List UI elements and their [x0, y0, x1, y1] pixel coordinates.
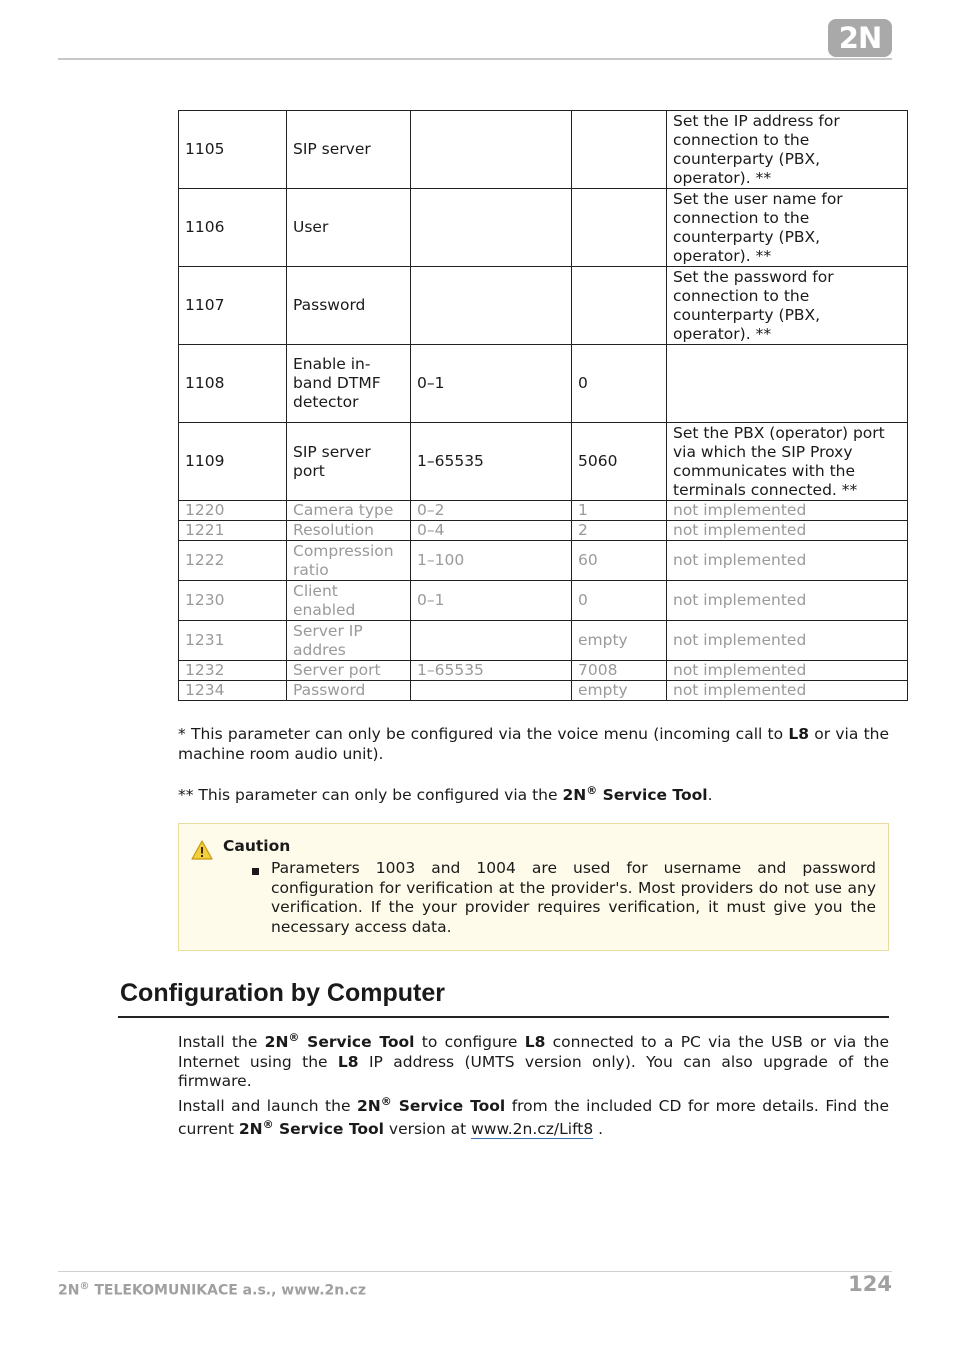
caution-title: Caution — [223, 837, 291, 855]
param-description-cell: not implemented — [667, 661, 908, 681]
footnote-bold: L8 — [788, 725, 810, 743]
registered-mark: ® — [288, 1030, 300, 1044]
footnote-text: ** This parameter can only be configured via the — [178, 786, 563, 804]
param-default-cell: 5060 — [572, 423, 667, 501]
footnote-service-tool — [178, 783, 889, 806]
table-row — [179, 681, 908, 701]
page-number: 124 — [848, 1272, 892, 1296]
param-code-cell: 1231 — [179, 621, 287, 661]
param-name-cell: Enable in-band DTMF detector — [287, 345, 411, 423]
table-row — [179, 267, 908, 345]
param-default-cell — [572, 189, 667, 267]
param-description-cell: Set the IP address for connection to the counterparty (PBX, operator). ** — [667, 111, 908, 189]
param-default-cell: 2 — [572, 521, 667, 541]
param-code-cell: 1108 — [179, 345, 287, 423]
param-default-cell: 60 — [572, 541, 667, 581]
brand-name: 2N — [356, 1097, 381, 1115]
table-row — [179, 111, 908, 189]
param-name-cell: User — [287, 189, 411, 267]
param-code-cell: 1222 — [179, 541, 287, 581]
table-row — [179, 189, 908, 267]
lift8-link[interactable]: www.2n.cz/Lift8 — [471, 1119, 594, 1138]
paragraph-text: . — [593, 1119, 604, 1138]
param-name-cell: Compression ratio — [287, 541, 411, 581]
registered-mark: ® — [586, 783, 598, 797]
param-default-cell: 0 — [572, 581, 667, 621]
brand-logo-text: 2N — [838, 21, 882, 55]
footer-rule — [58, 1271, 892, 1272]
brand-name: 2N — [238, 1119, 263, 1138]
parameter-table-body — [179, 111, 908, 701]
param-range-cell — [411, 681, 572, 701]
param-range-cell: 0–1 — [411, 345, 572, 423]
param-code-cell: 1230 — [179, 581, 287, 621]
param-name-cell: Server port — [287, 661, 411, 681]
param-description-cell: not implemented — [667, 541, 908, 581]
table-row — [179, 345, 908, 423]
table-row — [179, 521, 908, 541]
section-title: Configuration by Computer — [120, 979, 445, 1007]
header-rule — [58, 58, 892, 60]
table-row — [179, 501, 908, 521]
footnote-text: * This parameter can only be configured via the voice menu (incoming call to — [178, 725, 789, 743]
param-code-cell: 1234 — [179, 681, 287, 701]
param-code-cell: 1220 — [179, 501, 287, 521]
param-name-cell: Server IP addres — [287, 621, 411, 661]
product-name: Service Tool — [391, 1097, 506, 1115]
product-name: Service Tool — [597, 786, 708, 804]
param-range-cell: 0–4 — [411, 521, 572, 541]
param-range-cell — [411, 111, 572, 189]
param-code-cell: 1107 — [179, 267, 287, 345]
param-description-cell: Set the PBX (operator) port via which the SIP Proxy communicates with the terminals connected. ** — [667, 423, 908, 501]
paragraph-text: to configure — [414, 1033, 525, 1051]
param-code-cell: 1105 — [179, 111, 287, 189]
param-name-cell: Camera type — [287, 501, 411, 521]
brand-name: 2N — [562, 786, 587, 804]
param-description-cell: Set the password for connection to the counterparty (PBX, operator). ** — [667, 267, 908, 345]
product-model: L8 — [337, 1052, 359, 1071]
param-default-cell: empty — [572, 681, 667, 701]
caution-box — [178, 823, 889, 951]
param-description-cell: not implemented — [667, 581, 908, 621]
parameter-table — [178, 110, 908, 701]
param-description-cell: not implemented — [667, 521, 908, 541]
table-row — [179, 423, 908, 501]
product-name: Service Tool — [273, 1119, 384, 1138]
param-range-cell: 0–1 — [411, 581, 572, 621]
paragraph-text: Install and launch the — [178, 1097, 357, 1115]
brand-name: 2N — [264, 1033, 289, 1051]
registered-mark: ® — [262, 1117, 274, 1131]
registered-mark: ® — [79, 1281, 90, 1292]
footnote-voice-menu — [178, 725, 889, 764]
brand-logo — [828, 19, 892, 57]
param-default-cell — [572, 111, 667, 189]
param-name-cell: SIP server — [287, 111, 411, 189]
footnote-text: . — [707, 786, 713, 804]
param-default-cell: 0 — [572, 345, 667, 423]
paragraph-text: from the included CD for more details. Find the current — [178, 1097, 890, 1138]
paragraph-text: connected to a PC via the USB or via the Internet using the — [178, 1033, 890, 1071]
param-range-cell — [411, 189, 572, 267]
param-description-cell: not implemented — [667, 621, 908, 661]
param-range-cell — [411, 621, 572, 661]
param-name-cell: SIP server port — [287, 423, 411, 501]
param-range-cell: 0–2 — [411, 501, 572, 521]
paragraph-install — [178, 1030, 890, 1092]
paragraph-text: Install the — [178, 1033, 265, 1051]
section-rule — [118, 1016, 889, 1018]
param-default-cell — [572, 267, 667, 345]
param-code-cell: 1232 — [179, 661, 287, 681]
footer-company — [58, 1281, 366, 1299]
param-code-cell: 1109 — [179, 423, 287, 501]
table-row — [179, 621, 908, 661]
product-model: L8 — [524, 1033, 546, 1051]
param-default-cell: 1 — [572, 501, 667, 521]
param-range-cell — [411, 267, 572, 345]
footer-brand: 2N — [58, 1282, 80, 1299]
footnote-text: or via the machine room audio unit). — [178, 725, 890, 763]
paragraph-launch — [178, 1095, 889, 1140]
warning-icon — [191, 840, 213, 860]
param-name-cell: Password — [287, 681, 411, 701]
param-default-cell: empty — [572, 621, 667, 661]
param-name-cell: Password — [287, 267, 411, 345]
product-name: Service Tool — [299, 1033, 415, 1051]
table-row — [179, 541, 908, 581]
table-row — [179, 661, 908, 681]
registered-mark: ® — [380, 1094, 392, 1108]
param-range-cell: 1–65535 — [411, 423, 572, 501]
param-name-cell: Resolution — [287, 521, 411, 541]
param-description-cell — [667, 345, 908, 423]
param-description-cell: Set the user name for connection to the counterparty (PBX, operator). ** — [667, 189, 908, 267]
paragraph-text: IP address (UMTS version only). You can also upgrade of the firmware. — [178, 1052, 889, 1090]
paragraph-text: version at — [383, 1119, 472, 1138]
param-default-cell: 7008 — [572, 661, 667, 681]
param-code-cell: 1221 — [179, 521, 287, 541]
param-description-cell: not implemented — [667, 681, 908, 701]
param-code-cell: 1106 — [179, 189, 287, 267]
table-row — [179, 581, 908, 621]
param-range-cell: 1–100 — [411, 541, 572, 581]
bullet-icon — [252, 868, 259, 875]
caution-text: Parameters 1003 and 1004 are used for username and password configuration for verification at the provider's. Most providers do not use any verification. If the your provider requires verification, it must give you the necessary access data. — [271, 859, 876, 936]
param-name-cell: Client enabled — [287, 581, 411, 621]
footer-company-text: TELEKOMUNIKACE a.s., www.2n.cz — [89, 1282, 366, 1299]
param-range-cell: 1–65535 — [411, 661, 572, 681]
param-description-cell: not implemented — [667, 501, 908, 521]
